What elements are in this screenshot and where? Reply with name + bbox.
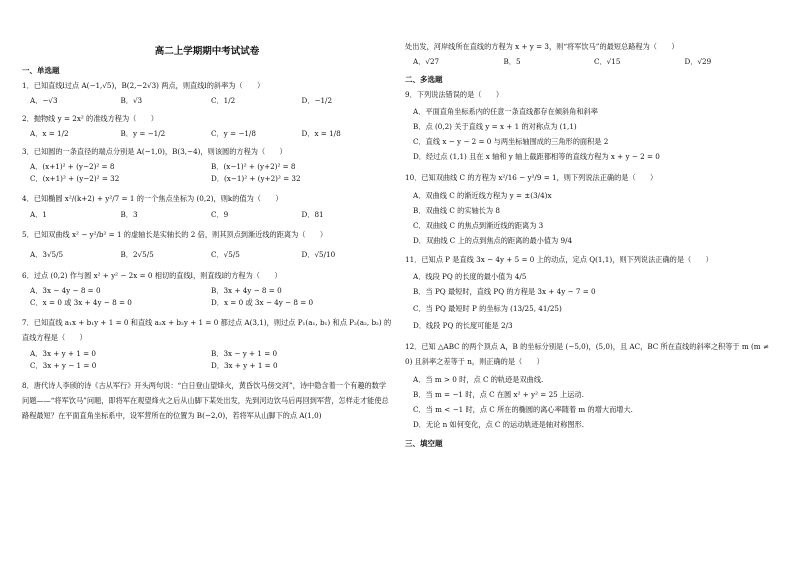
- question-7: [22, 315, 392, 372]
- option-d: D．无论 n 如何变化，点 C 的运动轨迹是轴对称图形.: [413, 420, 585, 429]
- option-c: C．(x+1)² + (y−2)² = 32: [30, 174, 120, 183]
- option-a: A．√27: [413, 57, 440, 66]
- question-stem: 9．下列说法错误的是（ ）: [405, 90, 504, 99]
- option-d: D．3x + y + 1 = 0: [211, 361, 278, 370]
- option-b: B．3x − y + 1 = 0: [211, 349, 278, 358]
- option-c: C．直线 x − y − 2 = 0 与两坐标轴围成的三角形的面积是 2: [413, 137, 609, 146]
- question-stem-continued: 处出发，河岸线所在直线的方程为 x + y = 3，则“将军饮马”的最短总路程为（ ）: [405, 42, 679, 51]
- section-single-choice: 一、单选题: [22, 66, 60, 75]
- option-a: A．双曲线 C 的渐近线方程为 y = ±(3/4)x: [413, 191, 552, 200]
- option-c: C．√5/5: [211, 250, 240, 259]
- option-b: B．(x−1)² + (y+2)² = 8: [211, 162, 296, 171]
- question-4: [22, 191, 392, 221]
- option-d: D．√5/10: [301, 250, 336, 259]
- section-fill-blank: 三、填空题: [405, 439, 443, 448]
- left-column: [22, 0, 392, 561]
- section-multiple-choice: 二、多选题: [405, 75, 443, 84]
- question-12: [405, 339, 775, 432]
- option-c: C．9: [211, 210, 229, 219]
- right-column: [405, 0, 775, 561]
- question-8: [22, 378, 392, 423]
- option-c: C．3x + y − 1 = 0: [30, 361, 97, 370]
- question-stem: 2．抛物线 y = 2x² 的准线方程为（ ）: [22, 114, 158, 123]
- page-title: 高二上学期期中考试试卷: [154, 46, 260, 57]
- question-stem: 4．已知椭圆 x²/(k+2) + y²/7 = 1 的一个焦点坐标为 (0,2)，则k的值为（ ）: [22, 194, 283, 203]
- question-stem: 11．已知点 P 是直线 3x − 4y + 5 = 0 上的动点，定点 Q(1,1)，则下列说法正确的是（ ）: [405, 255, 713, 264]
- question-9: [405, 89, 775, 164]
- option-d: D．(x−1)² + (y+2)² = 32: [211, 174, 301, 183]
- option-a: A．3x + y + 1 = 0: [30, 349, 96, 358]
- question-2: [22, 113, 392, 140]
- question-stem: 8．唐代诗人李颀的诗《古从军行》开头两句说：“白日登山望烽火，黄昏饮马傍交河”，诗中隐含着一个有趣的数学问题——“将军饮马”问题，即将军在观望烽火之后从山脚下某处出发，先到河边饮马后再回到军营，怎样走才能使总路程最短？在平面直角坐标系中，设军营所在的位置为 B(−2,0)，若将军从山脚下的点 A(1,0): [22, 381, 389, 420]
- option-a: A．(x+1)² + (y−2)² = 8: [30, 162, 115, 171]
- option-d: D．√29: [684, 57, 712, 66]
- option-c: C．√15: [594, 57, 621, 66]
- option-c: C．y = −1/8: [211, 129, 256, 138]
- option-d: D．经过点 (1,1) 且在 x 轴和 y 轴上截距都相等的直线方程为 x + y − 2 = 0: [413, 152, 660, 161]
- question-8-continued: [405, 41, 775, 68]
- option-b: B．3: [120, 210, 138, 219]
- option-b: B．y = −1/2: [120, 129, 166, 138]
- question-stem: 1．已知直线l过点 A(−1,√5)，B(2,−2√3) 两点，则直线l的斜率为（ ）: [22, 81, 265, 90]
- option-a: A．当 m > 0 时，点 C 的轨迹是双曲线.: [413, 375, 544, 384]
- question-stem: 12．已知 △ABC 的两个顶点 A，B 的坐标分别是 (−5,0)，(5,0)，且 AC，BC 所在直线的斜率之积等于 m (m ≠ 0) 且斜率之差等于 n，则正确的是（ ）: [405, 342, 769, 366]
- question-3: [22, 146, 392, 185]
- question-stem: 3．已知圆的一条直径的端点分别是 A(−1,0)，B(3,−4)，则该圆的方程为（ ）: [22, 147, 287, 156]
- option-b: B．当 m = −1 时，点 C 在圆 x² + y² = 25 上运动.: [413, 390, 584, 399]
- option-d: D．x = 0 或 3x − 4y − 8 = 0: [211, 298, 314, 307]
- option-a: A．1: [30, 210, 47, 219]
- option-b: B．√3: [120, 96, 143, 105]
- option-c: C．x = 0 或 3x + 4y − 8 = 0: [30, 298, 132, 307]
- option-d: D．线段 PQ 的长度可能是 2/3: [413, 321, 513, 330]
- option-d: D．x = 1/8: [301, 129, 341, 138]
- option-a: A．平面直角坐标系内的任意一条直线都存在倾斜角和斜率: [413, 107, 598, 116]
- option-b: B．5: [503, 57, 521, 66]
- question-6: [22, 270, 392, 309]
- option-d: D．−1/2: [301, 96, 333, 105]
- option-c: C．1/2: [211, 96, 236, 105]
- question-11: [405, 254, 775, 333]
- option-a: A．线段 PQ 的长度的最小值为 4/5: [413, 272, 527, 281]
- option-c: C．当 PQ 最短时 P 的坐标为 (13/25, 41/25): [413, 304, 562, 313]
- question-stem: 10．已知双曲线 C 的方程为 x²/16 − y²/9 = 1，则下列说法正确的是（ ）: [405, 173, 658, 182]
- question-10: [405, 170, 775, 248]
- question-1: [22, 80, 392, 107]
- question-5: [22, 227, 392, 264]
- question-stem: 6．过点 (0,2) 作与圆 x² + y² − 2x = 0 相切的直线l，则直线l的方程为（ ）: [22, 271, 282, 280]
- option-d: D．双曲线 C 上的点到焦点的距离的最小值为 9/4: [413, 236, 573, 245]
- question-stem: 5．已知双曲线 x² − y²/b² = 1 的虚轴长是实轴长的 2 倍，则其顶点到渐近线的距离为（ ）: [22, 230, 328, 239]
- option-c: C．双曲线 C 的焦点到渐近线的距离为 3: [413, 221, 544, 230]
- option-b: B．2√5/5: [120, 250, 154, 259]
- option-b: B．3x + 4y − 8 = 0: [211, 286, 282, 295]
- option-b: B．当 PQ 最短时，直线 PQ 的方程是 3x + 4y − 7 = 0: [413, 287, 596, 296]
- option-d: D．81: [301, 210, 324, 219]
- option-a: A．x = 1/2: [30, 129, 69, 138]
- question-stem: 7．已知直线 a₁x + b₁y + 1 = 0 和直线 a₂x + b₂y + 1 = 0 都过点 A(3,1)，则过点 P₁(a₁, b₁) 和点 P₂(a₂, b₂) 的直线方程是（ ）: [22, 318, 392, 342]
- option-a: A．3√5/5: [30, 250, 64, 259]
- option-a: A．−√3: [30, 96, 58, 105]
- option-c: C．当 m < −1 时，点 C 所在的椭圆的离心率随着 m 的增大而增大.: [413, 405, 633, 414]
- option-b: B．双曲线 C 的实轴长为 8: [413, 206, 500, 215]
- option-a: A．3x − 4y − 8 = 0: [30, 286, 101, 295]
- option-b: B．点 (0,2) 关于直线 y = x + 1 的对称点为 (1,1): [413, 122, 577, 131]
